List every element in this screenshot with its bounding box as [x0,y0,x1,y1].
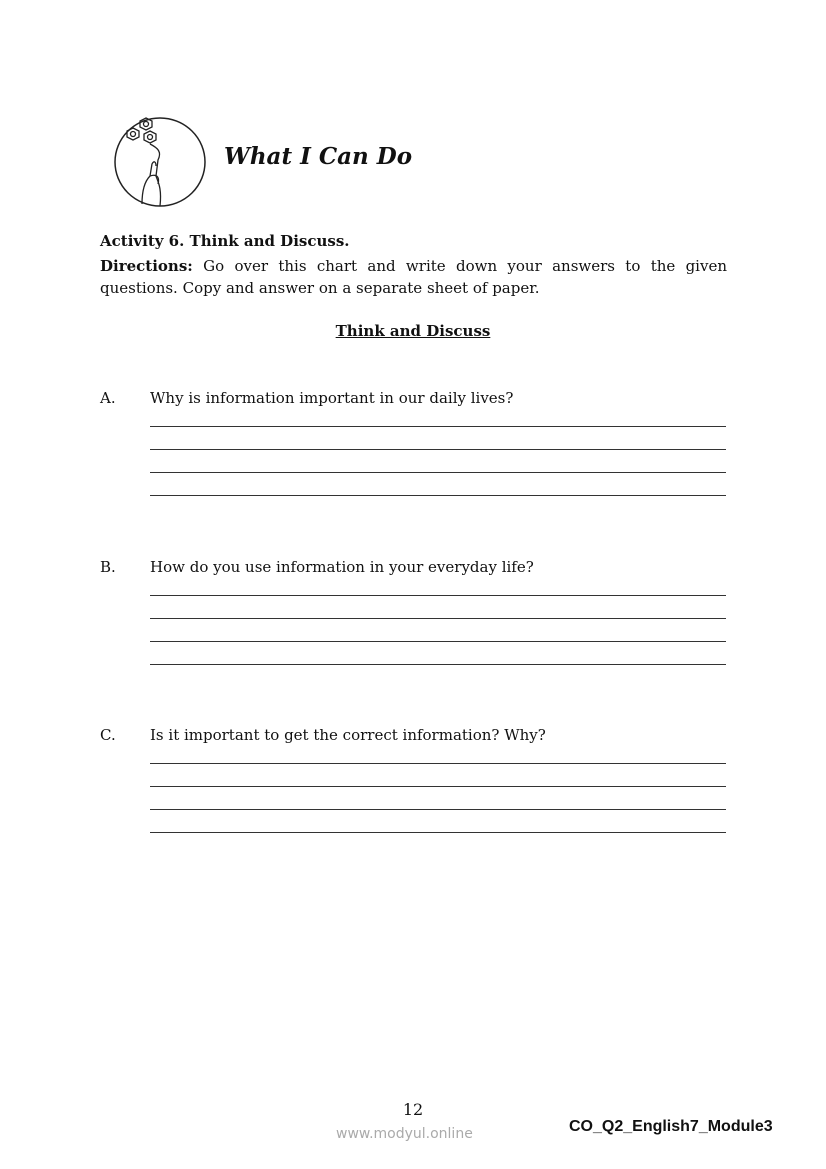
answer-line[interactable] [150,595,726,596]
answer-line[interactable] [150,618,726,619]
answer-line[interactable] [150,426,726,427]
answer-line[interactable] [150,641,726,642]
answer-line[interactable] [150,472,726,473]
question-letter: C. [100,726,116,744]
activity-title: Activity 6. Think and Discuss. [100,232,350,250]
answer-line[interactable] [150,832,726,833]
directions [100,255,727,299]
answer-line[interactable] [150,664,726,665]
answer-line[interactable] [150,809,726,810]
directions-text: Go over this chart and write down your answers to the given questions. Copy and answer on a separate sheet of paper. [100,257,727,297]
question-text: Is it important to get the correct information? Why? [150,726,546,744]
question-letter: A. [100,389,116,407]
question-letter: B. [100,558,116,576]
page-number: 12 [402,1100,424,1119]
section-title: What I Can Do [224,143,413,170]
answer-line[interactable] [150,495,726,496]
question-text: Why is information important in our daily lives? [150,389,514,407]
answer-line[interactable] [150,449,726,450]
hand-with-nuts-icon [112,116,208,212]
watermark: www.modyul.online [336,1126,473,1142]
question-text: How do you use information in your everyday life? [150,558,534,576]
subtitle: Think and Discuss [335,322,491,340]
answer-line[interactable] [150,763,726,764]
answer-line[interactable] [150,786,726,787]
directions-label: Directions: [100,257,193,275]
module-code: CO_Q2_English7_Module3 [569,1118,773,1135]
